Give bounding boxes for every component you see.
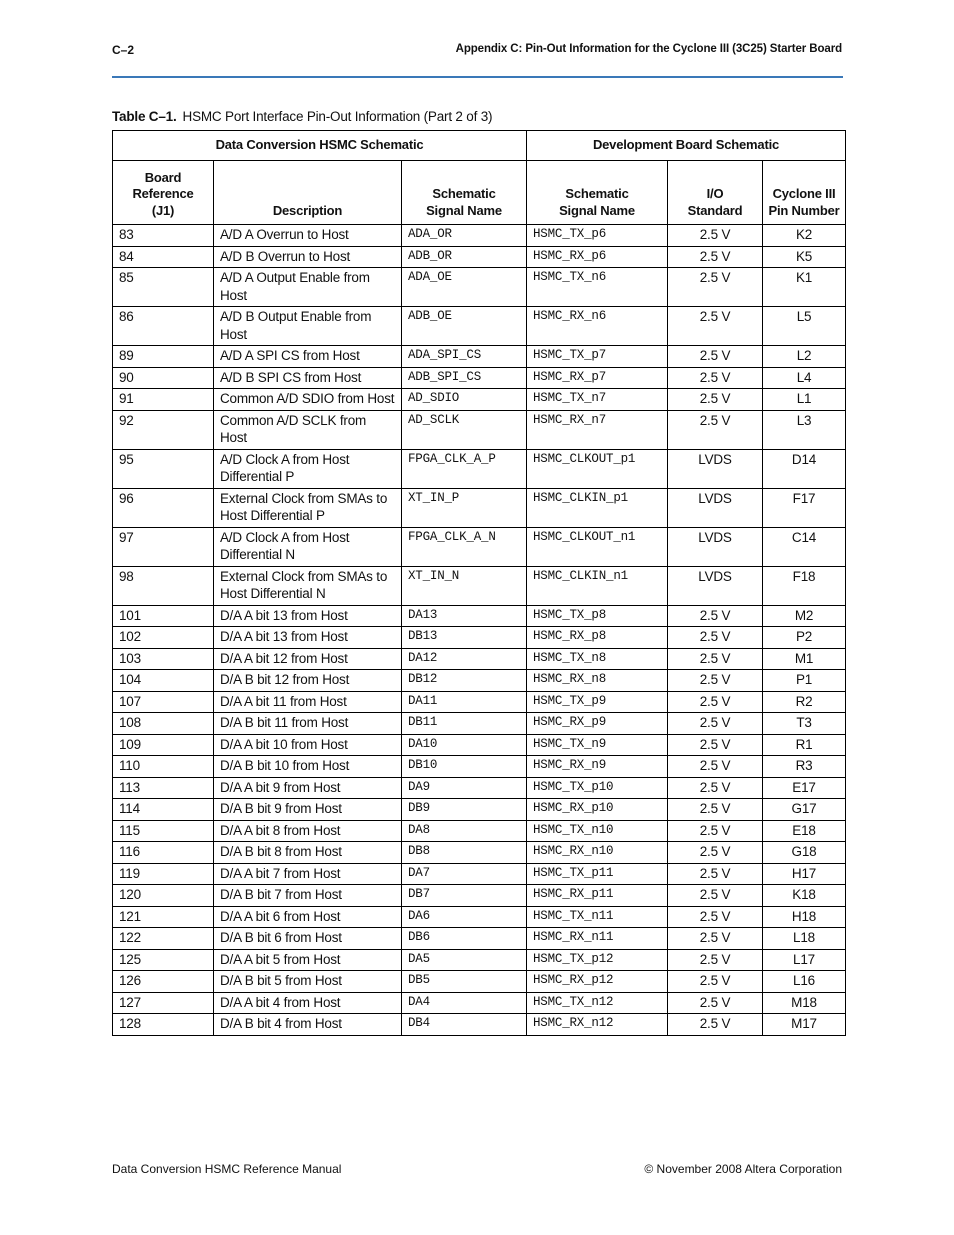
io-standard-cell: 2.5 V	[668, 799, 763, 821]
board-signal-cell: HSMC_RX_n11	[527, 928, 668, 950]
hsmc-signal-cell: DB6	[402, 928, 527, 950]
table-row	[113, 449, 846, 488]
io-standard-cell: 2.5 V	[668, 246, 763, 268]
board-reference-cell: 113	[113, 777, 214, 799]
description-cell: External Clock from SMAs to Host Differential P	[214, 488, 402, 527]
board-reference-cell: 114	[113, 799, 214, 821]
board-reference-cell: 102	[113, 627, 214, 649]
io-standard-cell: 2.5 V	[668, 346, 763, 368]
board-signal-cell: HSMC_TX_p8	[527, 605, 668, 627]
board-reference-cell: 125	[113, 949, 214, 971]
table-row	[113, 971, 846, 993]
io-standard-cell: 2.5 V	[668, 734, 763, 756]
board-reference-cell: 98	[113, 566, 214, 605]
pin-number-cell: H17	[763, 863, 846, 885]
hsmc-signal-cell: DB11	[402, 713, 527, 735]
hsmc-signal-cell: ADA_SPI_CS	[402, 346, 527, 368]
hsmc-signal-cell: DA5	[402, 949, 527, 971]
table-row	[113, 799, 846, 821]
io-standard-cell: 2.5 V	[668, 268, 763, 307]
description-cell: D/A A bit 7 from Host	[214, 863, 402, 885]
io-standard-cell: 2.5 V	[668, 410, 763, 449]
io-standard-cell: 2.5 V	[668, 307, 763, 346]
description-cell: D/A A bit 13 from Host	[214, 605, 402, 627]
header-line: Board	[144, 169, 182, 185]
pin-number-cell: L5	[763, 307, 846, 346]
io-standard-cell: 2.5 V	[668, 971, 763, 993]
table-row	[113, 906, 846, 928]
hsmc-signal-cell: ADB_OR	[402, 246, 527, 268]
io-standard-cell: LVDS	[668, 566, 763, 605]
table-row	[113, 488, 846, 527]
board-reference-cell: 126	[113, 971, 214, 993]
io-standard-cell: 2.5 V	[668, 713, 763, 735]
hsmc-signal-cell: DA13	[402, 605, 527, 627]
board-reference-cell: 107	[113, 691, 214, 713]
hsmc-signal-cell: ADB_SPI_CS	[402, 367, 527, 389]
pin-number-cell: L18	[763, 928, 846, 950]
io-standard-cell: LVDS	[668, 488, 763, 527]
description-cell: A/D A SPI CS from Host	[214, 346, 402, 368]
io-standard-cell: 2.5 V	[668, 863, 763, 885]
board-signal-cell: HSMC_RX_n7	[527, 410, 668, 449]
board-reference-cell: 122	[113, 928, 214, 950]
pin-number-cell: R1	[763, 734, 846, 756]
description-cell: D/A B bit 8 from Host	[214, 842, 402, 864]
pin-number-cell: D14	[763, 449, 846, 488]
description-cell: D/A B bit 5 from Host	[214, 971, 402, 993]
table-row	[113, 1014, 846, 1036]
table-row	[113, 928, 846, 950]
table-caption-text: HSMC Port Interface Pin-Out Information (Part 2 of 3)	[182, 109, 493, 124]
board-reference-cell: 91	[113, 389, 214, 411]
description-cell: D/A B bit 12 from Host	[214, 670, 402, 692]
board-reference-cell: 83	[113, 225, 214, 247]
description-cell: D/A B bit 9 from Host	[214, 799, 402, 821]
hsmc-signal-cell: DA10	[402, 734, 527, 756]
io-standard-cell: 2.5 V	[668, 605, 763, 627]
board-reference-cell: 103	[113, 648, 214, 670]
board-reference-cell: 85	[113, 268, 214, 307]
table-row	[113, 605, 846, 627]
pin-number-cell: K1	[763, 268, 846, 307]
board-signal-cell: HSMC_CLKIN_p1	[527, 488, 668, 527]
pin-number-cell: K2	[763, 225, 846, 247]
pin-number-cell: R2	[763, 691, 846, 713]
table-caption	[112, 109, 492, 124]
board-reference-cell: 109	[113, 734, 214, 756]
board-reference-cell: 108	[113, 713, 214, 735]
header-line: Signal Name	[559, 202, 635, 218]
description-cell: A/D Clock A from Host Differential P	[214, 449, 402, 488]
pin-number-cell: L2	[763, 346, 846, 368]
pin-number-cell: M1	[763, 648, 846, 670]
column-header-pin-number	[763, 161, 846, 225]
io-standard-cell: 2.5 V	[668, 842, 763, 864]
column-header-board-reference	[113, 161, 214, 225]
io-standard-cell: LVDS	[668, 449, 763, 488]
pin-number-cell: T3	[763, 713, 846, 735]
description-cell: D/A A bit 8 from Host	[214, 820, 402, 842]
description-cell: External Clock from SMAs to Host Differential N	[214, 566, 402, 605]
table-row	[113, 820, 846, 842]
board-signal-cell: HSMC_TX_n6	[527, 268, 668, 307]
pin-number-cell: L17	[763, 949, 846, 971]
table-row	[113, 992, 846, 1014]
pin-number-cell: F18	[763, 566, 846, 605]
description-cell: D/A A bit 4 from Host	[214, 992, 402, 1014]
board-reference-cell: 92	[113, 410, 214, 449]
group-header-row	[113, 131, 846, 161]
board-signal-cell: HSMC_TX_n9	[527, 734, 668, 756]
board-signal-cell: HSMC_RX_p7	[527, 367, 668, 389]
table-row	[113, 367, 846, 389]
board-reference-cell: 115	[113, 820, 214, 842]
board-reference-cell: 95	[113, 449, 214, 488]
group-header-data-conversion: Data Conversion HSMC Schematic	[113, 131, 527, 161]
table-body	[113, 225, 846, 1036]
hsmc-signal-cell: DB10	[402, 756, 527, 778]
pin-number-cell: L3	[763, 410, 846, 449]
board-signal-cell: HSMC_RX_p11	[527, 885, 668, 907]
column-header-board-signal-name	[527, 161, 668, 225]
footer-copyright: © November 2008 Altera Corporation	[644, 1162, 842, 1176]
hsmc-signal-cell: XT_IN_P	[402, 488, 527, 527]
table-row	[113, 949, 846, 971]
board-signal-cell: HSMC_TX_n7	[527, 389, 668, 411]
table-row	[113, 842, 846, 864]
description-cell: Common A/D SDIO from Host	[214, 389, 402, 411]
hsmc-signal-cell: DB5	[402, 971, 527, 993]
board-signal-cell: HSMC_RX_n6	[527, 307, 668, 346]
board-signal-cell: HSMC_TX_p6	[527, 225, 668, 247]
hsmc-signal-cell: ADA_OE	[402, 268, 527, 307]
table-row	[113, 566, 846, 605]
description-cell: D/A A bit 12 from Host	[214, 648, 402, 670]
description-cell: D/A B bit 6 from Host	[214, 928, 402, 950]
board-signal-cell: HSMC_RX_n8	[527, 670, 668, 692]
header-line: Pin Number	[768, 202, 840, 218]
board-signal-cell: HSMC_RX_p10	[527, 799, 668, 821]
hsmc-signal-cell: DB8	[402, 842, 527, 864]
table-row	[113, 713, 846, 735]
board-reference-cell: 90	[113, 367, 214, 389]
board-signal-cell: HSMC_TX_n10	[527, 820, 668, 842]
header-line: Description	[272, 202, 343, 218]
description-cell: D/A A bit 10 from Host	[214, 734, 402, 756]
board-reference-cell: 97	[113, 527, 214, 566]
board-reference-cell: 120	[113, 885, 214, 907]
pin-number-cell: K5	[763, 246, 846, 268]
column-header-hsmc-signal-name	[402, 161, 527, 225]
pin-number-cell: G17	[763, 799, 846, 821]
io-standard-cell: 2.5 V	[668, 389, 763, 411]
description-cell: D/A B bit 7 from Host	[214, 885, 402, 907]
description-cell: A/D Clock A from Host Differential N	[214, 527, 402, 566]
pin-number-cell: E17	[763, 777, 846, 799]
description-cell: A/D A Overrun to Host	[214, 225, 402, 247]
description-cell: D/A A bit 6 from Host	[214, 906, 402, 928]
board-signal-cell: HSMC_RX_p6	[527, 246, 668, 268]
pin-number-cell: F17	[763, 488, 846, 527]
footer-manual-title: Data Conversion HSMC Reference Manual	[112, 1162, 342, 1176]
io-standard-cell: 2.5 V	[668, 820, 763, 842]
hsmc-signal-cell: ADA_OR	[402, 225, 527, 247]
io-standard-cell: 2.5 V	[668, 992, 763, 1014]
table-row	[113, 225, 846, 247]
chapter-title: Appendix C: Pin-Out Information for the Cyclone III (3C25) Starter Board	[455, 43, 842, 55]
pin-number-cell: G18	[763, 842, 846, 864]
board-reference-cell: 86	[113, 307, 214, 346]
table-row	[113, 307, 846, 346]
table-row	[113, 734, 846, 756]
board-reference-cell: 128	[113, 1014, 214, 1036]
board-signal-cell: HSMC_TX_n11	[527, 906, 668, 928]
board-reference-cell: 104	[113, 670, 214, 692]
table-row	[113, 863, 846, 885]
description-cell: D/A A bit 5 from Host	[214, 949, 402, 971]
table-row	[113, 691, 846, 713]
io-standard-cell: 2.5 V	[668, 691, 763, 713]
hsmc-signal-cell: DA8	[402, 820, 527, 842]
pinout-table	[112, 130, 846, 1036]
io-standard-cell: 2.5 V	[668, 756, 763, 778]
description-cell: A/D B Output Enable from Host	[214, 307, 402, 346]
board-reference-cell: 127	[113, 992, 214, 1014]
description-cell: D/A B bit 4 from Host	[214, 1014, 402, 1036]
hsmc-signal-cell: DA6	[402, 906, 527, 928]
pin-number-cell: M18	[763, 992, 846, 1014]
io-standard-cell: 2.5 V	[668, 777, 763, 799]
board-signal-cell: HSMC_TX_p10	[527, 777, 668, 799]
io-standard-cell: 2.5 V	[668, 906, 763, 928]
header-line: Reference	[132, 186, 194, 201]
board-reference-cell: 96	[113, 488, 214, 527]
hsmc-signal-cell: ADB_OE	[402, 307, 527, 346]
board-signal-cell: HSMC_RX_n10	[527, 842, 668, 864]
hsmc-signal-cell: DB12	[402, 670, 527, 692]
header-line: (J1)	[151, 202, 175, 218]
description-cell: A/D B Overrun to Host	[214, 246, 402, 268]
header-line: I/O	[706, 186, 724, 201]
board-signal-cell: HSMC_TX_p11	[527, 863, 668, 885]
board-reference-cell: 110	[113, 756, 214, 778]
header-line: Cyclone III	[772, 186, 836, 201]
column-header-description	[214, 161, 402, 225]
description-cell: A/D A Output Enable from Host	[214, 268, 402, 307]
io-standard-cell: 2.5 V	[668, 1014, 763, 1036]
hsmc-signal-cell: DA11	[402, 691, 527, 713]
board-signal-cell: HSMC_CLKOUT_n1	[527, 527, 668, 566]
io-standard-cell: 2.5 V	[668, 367, 763, 389]
group-header-development-board: Development Board Schematic	[527, 131, 846, 161]
hsmc-signal-cell: DB4	[402, 1014, 527, 1036]
pin-number-cell: P1	[763, 670, 846, 692]
board-reference-cell: 89	[113, 346, 214, 368]
io-standard-cell: LVDS	[668, 527, 763, 566]
io-standard-cell: 2.5 V	[668, 627, 763, 649]
board-signal-cell: HSMC_RX_n12	[527, 1014, 668, 1036]
table-row	[113, 885, 846, 907]
description-cell: Common A/D SCLK from Host	[214, 410, 402, 449]
board-reference-cell: 121	[113, 906, 214, 928]
description-cell: D/A B bit 11 from Host	[214, 713, 402, 735]
pin-number-cell: C14	[763, 527, 846, 566]
io-standard-cell: 2.5 V	[668, 670, 763, 692]
pin-number-cell: H18	[763, 906, 846, 928]
board-reference-cell: 119	[113, 863, 214, 885]
board-signal-cell: HSMC_RX_n9	[527, 756, 668, 778]
hsmc-signal-cell: DA4	[402, 992, 527, 1014]
pin-number-cell: L16	[763, 971, 846, 993]
table-row	[113, 346, 846, 368]
io-standard-cell: 2.5 V	[668, 885, 763, 907]
io-standard-cell: 2.5 V	[668, 648, 763, 670]
table-row	[113, 756, 846, 778]
page-number: C–2	[112, 43, 135, 57]
board-signal-cell: HSMC_RX_p9	[527, 713, 668, 735]
table-row	[113, 670, 846, 692]
hsmc-signal-cell: AD_SDIO	[402, 389, 527, 411]
hsmc-signal-cell: DB7	[402, 885, 527, 907]
pin-number-cell: R3	[763, 756, 846, 778]
hsmc-signal-cell: DA7	[402, 863, 527, 885]
pin-number-cell: L4	[763, 367, 846, 389]
column-header-io-standard	[668, 161, 763, 225]
header-line: Signal Name	[426, 202, 502, 218]
description-cell: D/A A bit 9 from Host	[214, 777, 402, 799]
io-standard-cell: 2.5 V	[668, 225, 763, 247]
board-reference-cell: 84	[113, 246, 214, 268]
pin-number-cell: E18	[763, 820, 846, 842]
column-header-row	[113, 161, 846, 225]
pin-number-cell: P2	[763, 627, 846, 649]
board-signal-cell: HSMC_TX_n8	[527, 648, 668, 670]
hsmc-signal-cell: XT_IN_N	[402, 566, 527, 605]
board-signal-cell: HSMC_CLKIN_n1	[527, 566, 668, 605]
header-line: Schematic	[565, 186, 629, 201]
hsmc-signal-cell: FPGA_CLK_A_P	[402, 449, 527, 488]
board-signal-cell: HSMC_TX_p12	[527, 949, 668, 971]
pin-number-cell: K18	[763, 885, 846, 907]
board-signal-cell: HSMC_TX_n12	[527, 992, 668, 1014]
table-row	[113, 410, 846, 449]
header-rule	[112, 76, 843, 78]
description-cell: D/A B bit 10 from Host	[214, 756, 402, 778]
description-cell: A/D B SPI CS from Host	[214, 367, 402, 389]
hsmc-signal-cell: DA9	[402, 777, 527, 799]
board-signal-cell: HSMC_TX_p9	[527, 691, 668, 713]
description-cell: D/A A bit 13 from Host	[214, 627, 402, 649]
hsmc-signal-cell: FPGA_CLK_A_N	[402, 527, 527, 566]
table-row	[113, 648, 846, 670]
table-row	[113, 627, 846, 649]
table-caption-label: Table C–1.	[112, 109, 177, 124]
table-row	[113, 268, 846, 307]
table-row	[113, 389, 846, 411]
hsmc-signal-cell: DA12	[402, 648, 527, 670]
board-signal-cell: HSMC_CLKOUT_p1	[527, 449, 668, 488]
io-standard-cell: 2.5 V	[668, 949, 763, 971]
hsmc-signal-cell: DB13	[402, 627, 527, 649]
board-signal-cell: HSMC_RX_p8	[527, 627, 668, 649]
board-reference-cell: 116	[113, 842, 214, 864]
hsmc-signal-cell: AD_SCLK	[402, 410, 527, 449]
hsmc-signal-cell: DB9	[402, 799, 527, 821]
pin-number-cell: L1	[763, 389, 846, 411]
header-line: Standard	[687, 202, 743, 218]
board-reference-cell: 101	[113, 605, 214, 627]
table-row	[113, 777, 846, 799]
header-line: Schematic	[432, 186, 496, 201]
table-row	[113, 527, 846, 566]
pin-number-cell: M17	[763, 1014, 846, 1036]
io-standard-cell: 2.5 V	[668, 928, 763, 950]
description-cell: D/A A bit 11 from Host	[214, 691, 402, 713]
table-row	[113, 246, 846, 268]
board-signal-cell: HSMC_TX_p7	[527, 346, 668, 368]
pin-number-cell: M2	[763, 605, 846, 627]
board-signal-cell: HSMC_RX_p12	[527, 971, 668, 993]
